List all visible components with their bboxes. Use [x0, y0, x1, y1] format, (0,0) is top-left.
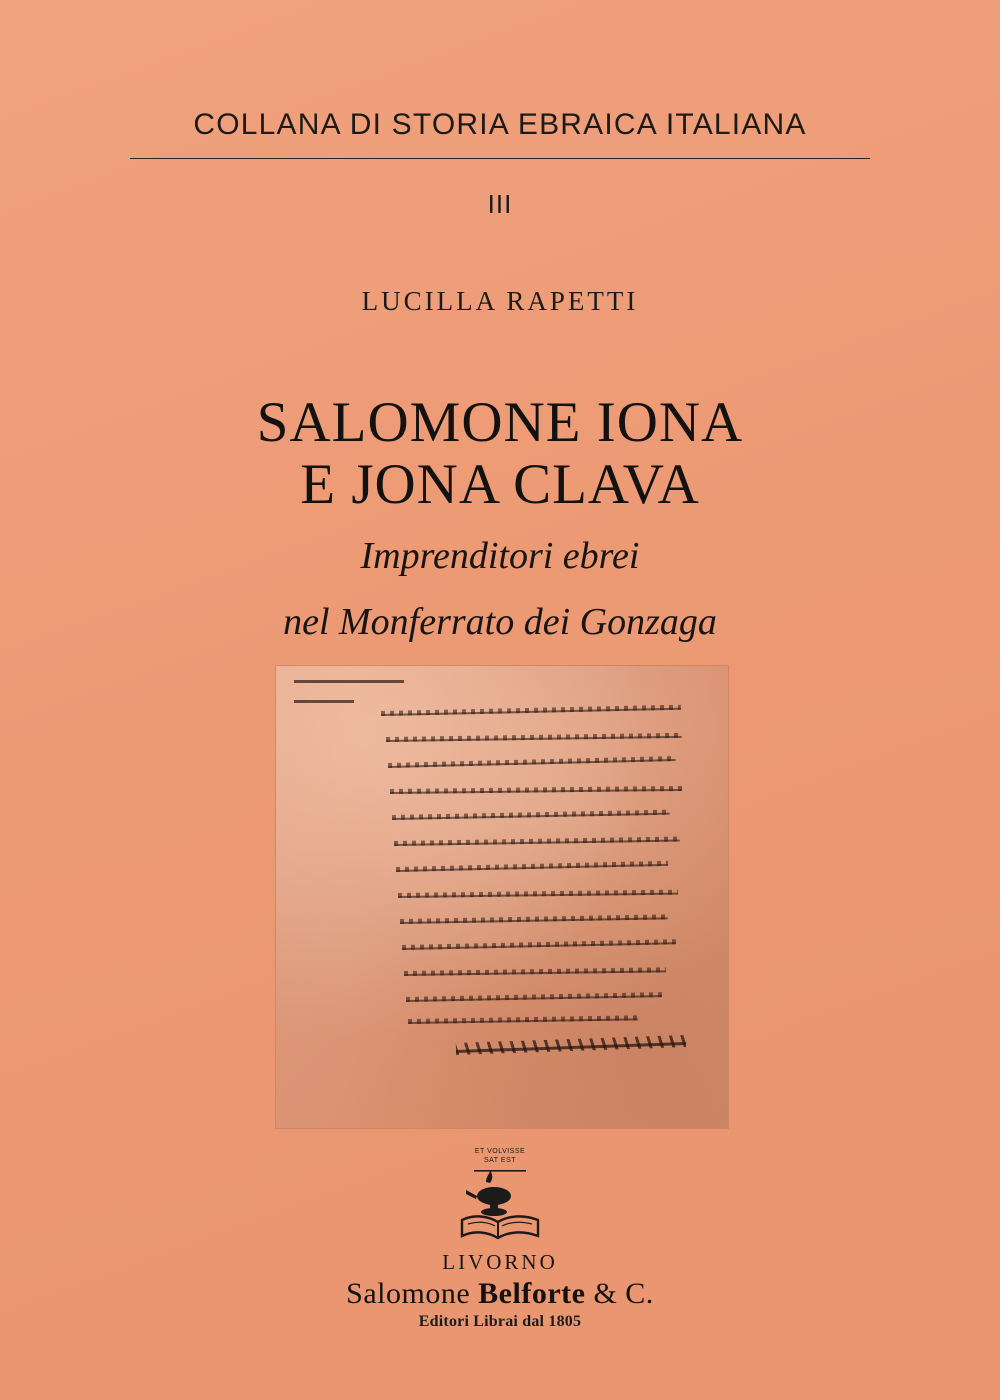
publisher-city: LIVORNO: [442, 1250, 558, 1274]
oil-lamp-book-icon: [452, 1168, 548, 1242]
series-title: COLLANA DI STORIA EBRAICA ITALIANA: [193, 108, 807, 141]
publisher-name-part-1: Salomone: [346, 1277, 471, 1310]
manuscript-text-lines: [276, 666, 728, 1128]
publisher-logo-icon: [452, 1148, 548, 1244]
publisher-motto-line-2: SAT EST: [483, 1156, 517, 1164]
manuscript-illustration: [276, 666, 728, 1128]
title-block: [60, 392, 940, 646]
publisher-block: [0, 1148, 1000, 1331]
series-divider: [130, 158, 870, 159]
publisher-name-part-3: & C.: [593, 1277, 654, 1310]
series-volume-number: III: [487, 189, 513, 219]
publisher-tagline: Editori Librai dal 1805: [418, 1313, 582, 1330]
book-subtitle-line-2: nel Monferrato dei Gonzaga: [283, 600, 717, 643]
book-title-line-1: SALOMONE IONA: [256, 391, 744, 454]
publisher-name: [0, 1277, 1000, 1311]
publisher-motto-line-1: ET VOLVISSE: [474, 1148, 526, 1155]
book-title-line-2: E JONA CLAVA: [300, 452, 700, 516]
series-header: [130, 108, 870, 220]
publisher-name-part-2: Belforte: [478, 1277, 586, 1310]
book-subtitle-line-1: Imprenditori ebrei: [360, 535, 640, 578]
author-name: LUCILLA RAPETTI: [361, 286, 639, 316]
